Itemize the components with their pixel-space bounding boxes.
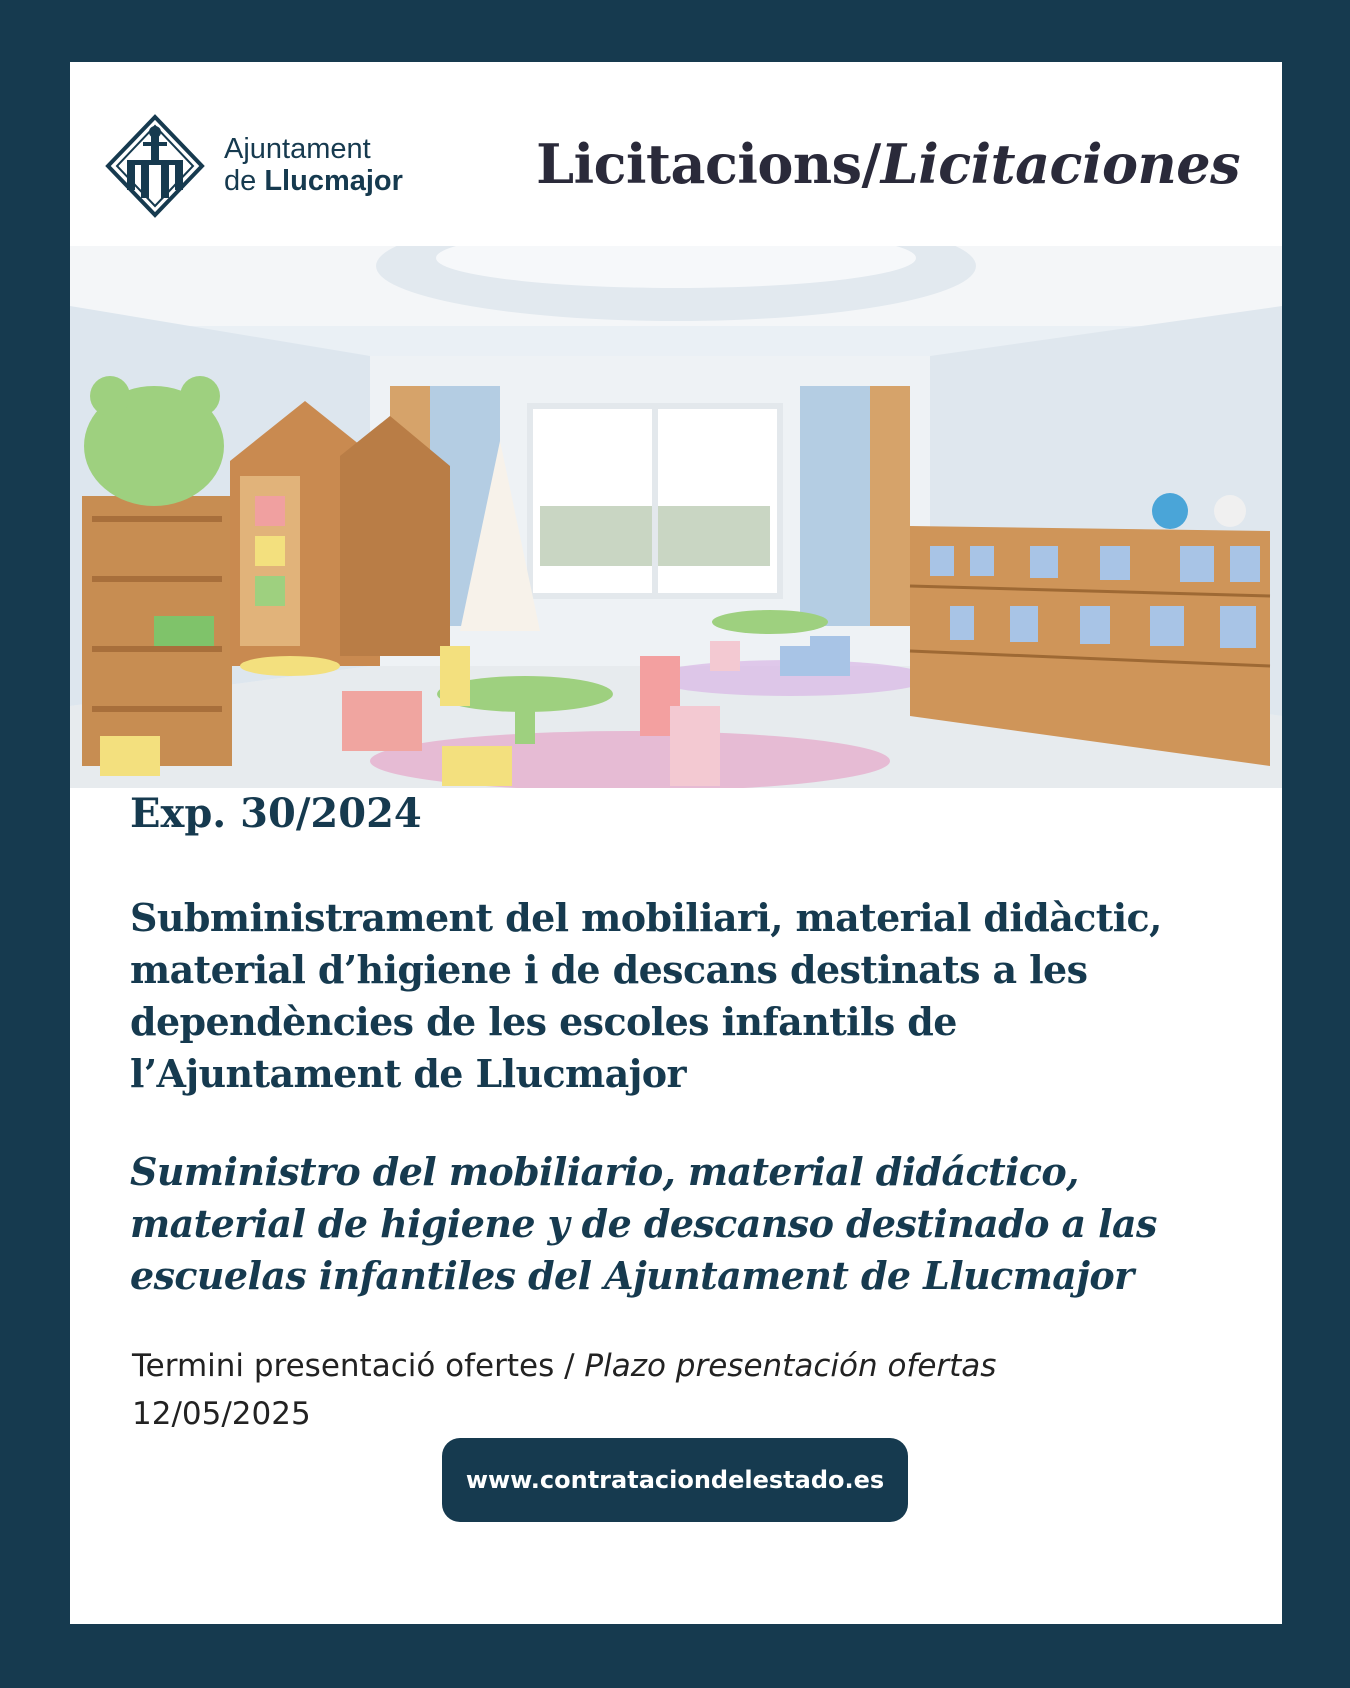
deadline-block [132, 1342, 996, 1438]
logo-line2-bold: Llucmajor [264, 165, 403, 197]
classroom-photo [70, 246, 1282, 788]
logo-line2 [224, 166, 403, 198]
logo-line2-prefix: de [224, 165, 265, 197]
title-es: Licitaciones [880, 132, 1240, 196]
description-spanish: Suministro del mobiliario, material didáctico, material de higiene y de descanso destinado a las escuelas infantiles del Ajuntament de Llucmajor [130, 1149, 1157, 1298]
title-ca: Licitacions/ [536, 132, 881, 196]
expedient-number: Exp. 30/2024 [130, 790, 422, 837]
coat-of-arms-icon [104, 114, 206, 218]
deadline-label-ca: Termini presentació ofertes / [132, 1348, 585, 1384]
logo-wordmark [224, 134, 403, 198]
poster-card [70, 62, 1282, 1624]
deadline-label-es: Plazo presentación ofertas [584, 1348, 997, 1384]
page-title [536, 132, 1240, 196]
contratacion-link-button[interactable]: www.contrataciondelestado.es [442, 1438, 908, 1522]
description-catalan: Subministrament del mobiliari, material didàctic, material d’higiene i de descans destinats a les dependències de les escoles infantils de l’Ajuntament de Llucmajor [130, 895, 1162, 1096]
logo-line1: Ajuntament [224, 133, 371, 166]
ajuntament-logo [104, 114, 403, 218]
deadline-label [132, 1342, 996, 1390]
deadline-date: 12/05/2025 [132, 1396, 311, 1432]
